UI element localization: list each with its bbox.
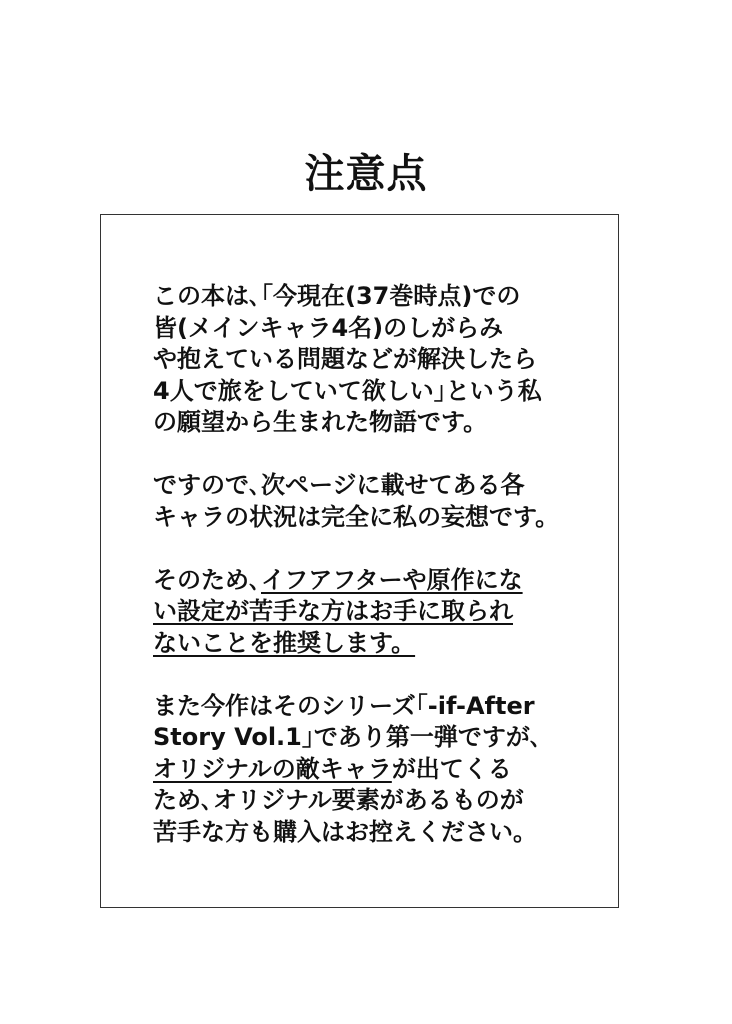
text-line: また今作はそのシリーズ｢-if-After <box>153 691 535 720</box>
text-segment: そのため､ <box>153 565 261 594</box>
underlined-text: イフアフターや原作にな <box>261 565 523 594</box>
underlined-text: オリジナルの敵キャラ <box>153 754 392 783</box>
text-line: ですので､次ページに載せてある各 <box>153 471 525 499</box>
paragraph-4 <box>153 691 613 849</box>
text-line: この本は､｢今現在(37巻時点)での <box>153 282 521 310</box>
text-line <box>153 565 613 597</box>
text-line: 4人で旅をしていて欲しい｣という私 <box>153 376 542 405</box>
text-line: の願望から生まれた物語です。 <box>153 408 488 436</box>
text-line: キャラの状況は完全に私の妄想です。 <box>153 502 560 531</box>
text-line: 皆(メインキャラ4名)のしがらみ <box>153 313 504 342</box>
notice-body <box>153 281 613 880</box>
text-line: Story Vol.1｣であり第一弾ですが､ <box>153 723 542 751</box>
text-line <box>153 754 613 786</box>
text-line: ため､オリジナル要素があるものが <box>153 786 524 814</box>
text-line <box>153 596 613 628</box>
underlined-text: ないことを推奨します。 <box>153 628 416 657</box>
paragraph-2 <box>153 470 613 533</box>
text-line: 苦手な方も購入はお控えください。 <box>153 817 537 846</box>
text-segment: が出てくる <box>391 754 512 783</box>
paragraph-3 <box>153 565 613 660</box>
text-line: や抱えている問題などが解決したら <box>153 345 537 373</box>
underlined-text: い設定が苦手な方はお手に取られ <box>153 597 513 625</box>
page-title: 注意点 <box>304 151 428 197</box>
paragraph-1 <box>153 281 613 439</box>
text-line <box>153 628 613 660</box>
